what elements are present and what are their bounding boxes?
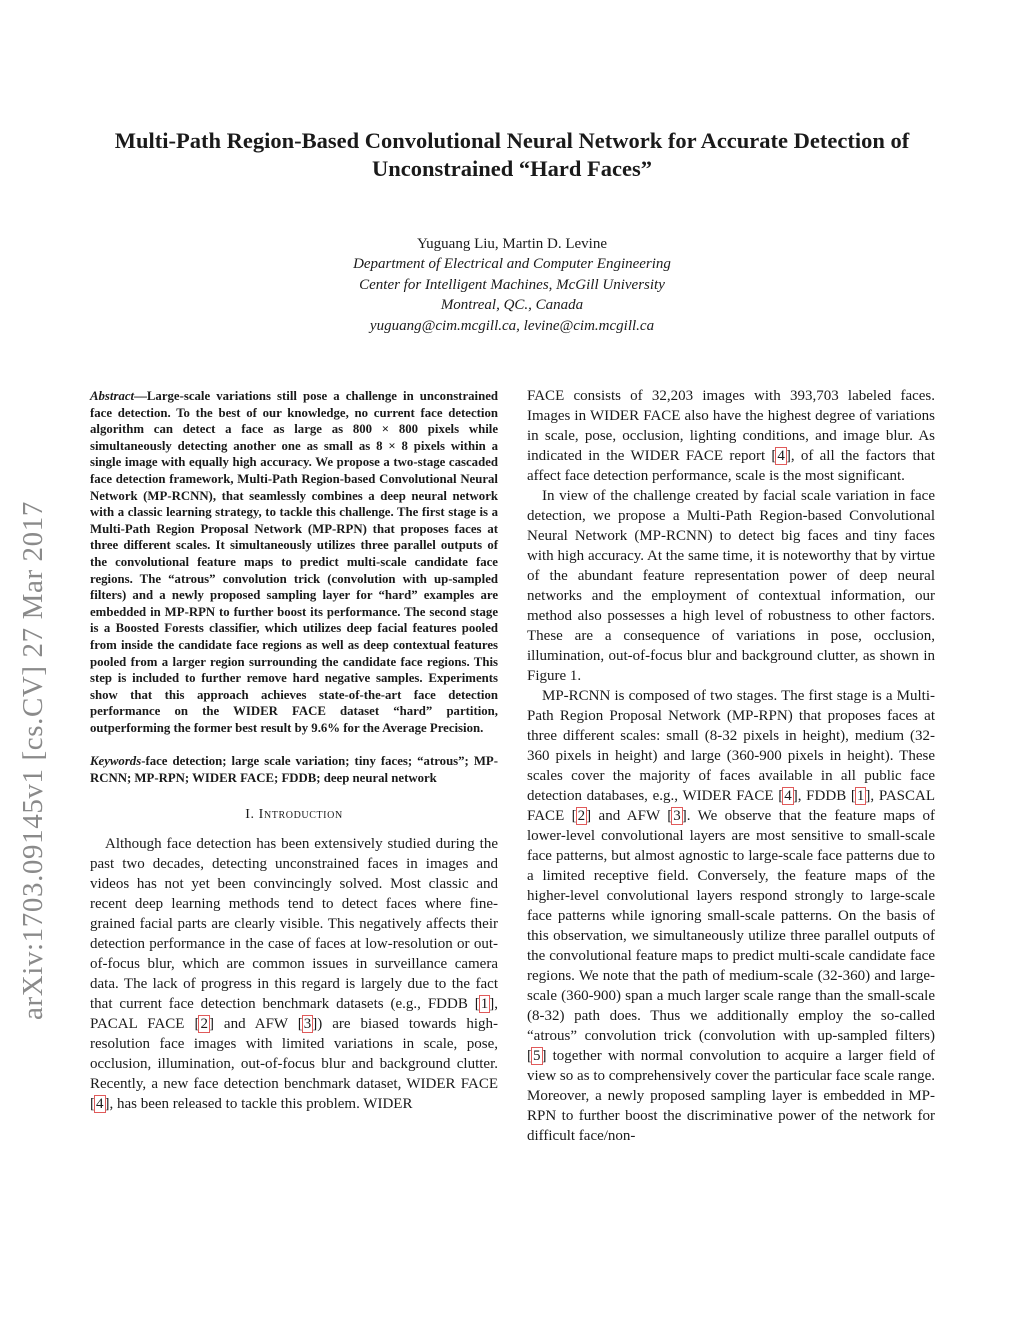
arxiv-identifier: arXiv:1703.09145v1 [cs.CV] 27 Mar 2017 xyxy=(17,501,49,1020)
citation-link[interactable]: 3 xyxy=(673,808,681,824)
author-location: Montreal, QC., Canada xyxy=(440,297,584,314)
paper-title: Multi-Path Region-Based Convolutional Neural Network for Accurate Detection of Unconstrained “Hard Faces” xyxy=(114,128,910,181)
author-department: Department of Electrical and Computer Engineering xyxy=(353,256,671,273)
keywords-text: -face detection; large scale variation; tiny faces; “atrous”; MP-RCNN; MP-RPN; WIDER FACE; FDDB; deep neural network xyxy=(90,754,498,786)
challenge-paragraph: In view of the challenge created by facial scale variation in face detection, we propose a Multi-Path Region-based Convolutional Neural Network (MP-RCNN) to detect big faces and tiny faces with high accuracy. At the same time, it is noteworthy that by virtue of the abundant feature representation power of deep neural networks and the employment of contextual information, our method also possesses a high level of robustness to other factors. These are a consequence of variations in pose, occlusion, illumination, out-of-focus blur and background clutter, as shown in Figure 1. xyxy=(527,488,935,684)
citation-link[interactable]: 2 xyxy=(200,1015,208,1032)
citation-link[interactable]: 4 xyxy=(777,448,785,464)
keywords-label: Keywords xyxy=(90,754,142,769)
author-emails: yuguang@cim.mcgill.ca, levine@cim.mcgill.ca xyxy=(369,317,655,334)
citation-link[interactable]: 5 xyxy=(533,1048,541,1064)
citation-link[interactable]: 1 xyxy=(480,995,489,1012)
section-heading-introduction: I. Introduction xyxy=(245,806,343,822)
citation-link[interactable]: 2 xyxy=(577,808,586,824)
left-column xyxy=(90,388,498,1114)
wider-face-paragraph: FACE consists of 32,203 images with 393,703 labeled faces. Images in WIDER FACE also have the highest degree of variations in scale, pose, occlusion, lighting conditions, and image blur. As indicated in the WIDER FACE report [4], of all the factors that affect face detection performance, scale is the most significant. xyxy=(527,388,935,484)
author-block xyxy=(200,234,824,336)
abstract-text: —Large-scale variations still pose a challenge in unconstrained face detection. To the best of our knowledge, no current face detection algorithm can detect a face as large as 800 × 800 pixels while simultaneously detecting another one as small as 8 × 8 pixels within a single image with equally high accuracy. We propose a two-stage cascaded face detection framework, Multi-Path Region-based Convolutional Neural Network (MP-RCNN), that seamlessly combines a deep neural network with a classic learning strategy, to tackle this challenge. The first stage is a Multi-Path Region Proposal Network (MP-RPN) that proposes faces at three different scales. It simultaneously utilizes three parallel outputs of the convolutional feature maps to predict multi-scale candidate face regions. The “atrous” convolution trick (convolution with up-sampled filters) and a newly proposed sampling layer for “hard” examples are embedded in MP-RPN to further boost its performance. The second stage is a Boosted Forests classifier, which utilizes deep facial features pooled from inside the candidate face regions as well as deep contextual features pooled from a larger region surrounding the candidate face regions. This step is included to further remove hard negative samples. Experiments show that this approach achieves state-of-the-art face detection performance on the WIDER FACE dataset “hard” partition, outperforming the former best result by 9.6% for the Average Precision. xyxy=(90,389,498,735)
abstract xyxy=(90,388,498,736)
abstract-label: Abstract xyxy=(90,389,135,403)
intro-paragraph: Although face detection has been extensively studied during the past two decades, detecting unconstrained faces in images and videos has not yet been convincingly solved. Most classic and recent deep learning methods tend to detect faces where fine-grained facial parts are clearly visible. This negatively affects their detection performance in the case of faces at low-resolution or out-of-focus blur, which are common issues in surveillance camera data. The lack of progress in this regard is largely due to the fact that current face detection benchmark datasets (e.g., FDDB [1], PACAL FACE [2] and AFW [3]) are biased towards high-resolution face images with limited variations in scale, pose, occlusion, illumination, out-of-focus blur and background clutter. Recently, a new face detection benchmark dataset, WIDER FACE [4], has been released to tackle this problem. WIDER xyxy=(90,835,498,1112)
mp-rcnn-paragraph: MP-RCNN is composed of two stages. The first stage is a Multi-Path Region Proposal Network (MP-RPN) that proposes faces at three different scales: small (8-32 pixels in height), medium (32-360 pixels in height) and large (360-900 pixels in height). These scales cover the majority of faces available in all public face detection databases, e.g., WIDER FACE [4], FDDB [1], PASCAL FACE [2] and AFW [3]. We observe that the feature maps of lower-level convolutional layers are most sensitive to small-scale face patterns, but almost agnostic to large-scale face patterns due to a limited receptive field. Conversely, the feature maps of the higher-level convolutional layers respond strongly to large-scale face patterns while ignoring small-scale patterns. On the basis of this observation, we simultaneously utilize three parallel outputs of the convolutional feature maps to predict multi-scale candidate face regions. We note that the path of medium-scale (32-360) and large-scale (360-900) span a much larger scale range than the small-scale (8-32) path does. Thus we additionally employ the so-called “atrous” convolution trick (convolution with up-sampled filters) [5] together with normal convolution to acquire a larger field of view so as to comprehensively cover the particular face scale range. Moreover, a newly proposed sampling layer is embedded in MP-RPN to further boost the discriminative power of the network for difficult face/non- xyxy=(527,688,935,1144)
citation-link[interactable]: 1 xyxy=(856,788,865,804)
citation-link[interactable]: 3 xyxy=(303,1015,312,1032)
author-center: Center for Intelligent Machines, McGill University xyxy=(359,276,665,293)
citation-link[interactable]: 4 xyxy=(96,1095,104,1112)
citation-link[interactable]: 4 xyxy=(784,788,792,804)
keywords xyxy=(90,753,498,786)
author-names: Yuguang Liu, Martin D. Levine xyxy=(417,236,607,252)
right-column xyxy=(527,386,935,1146)
